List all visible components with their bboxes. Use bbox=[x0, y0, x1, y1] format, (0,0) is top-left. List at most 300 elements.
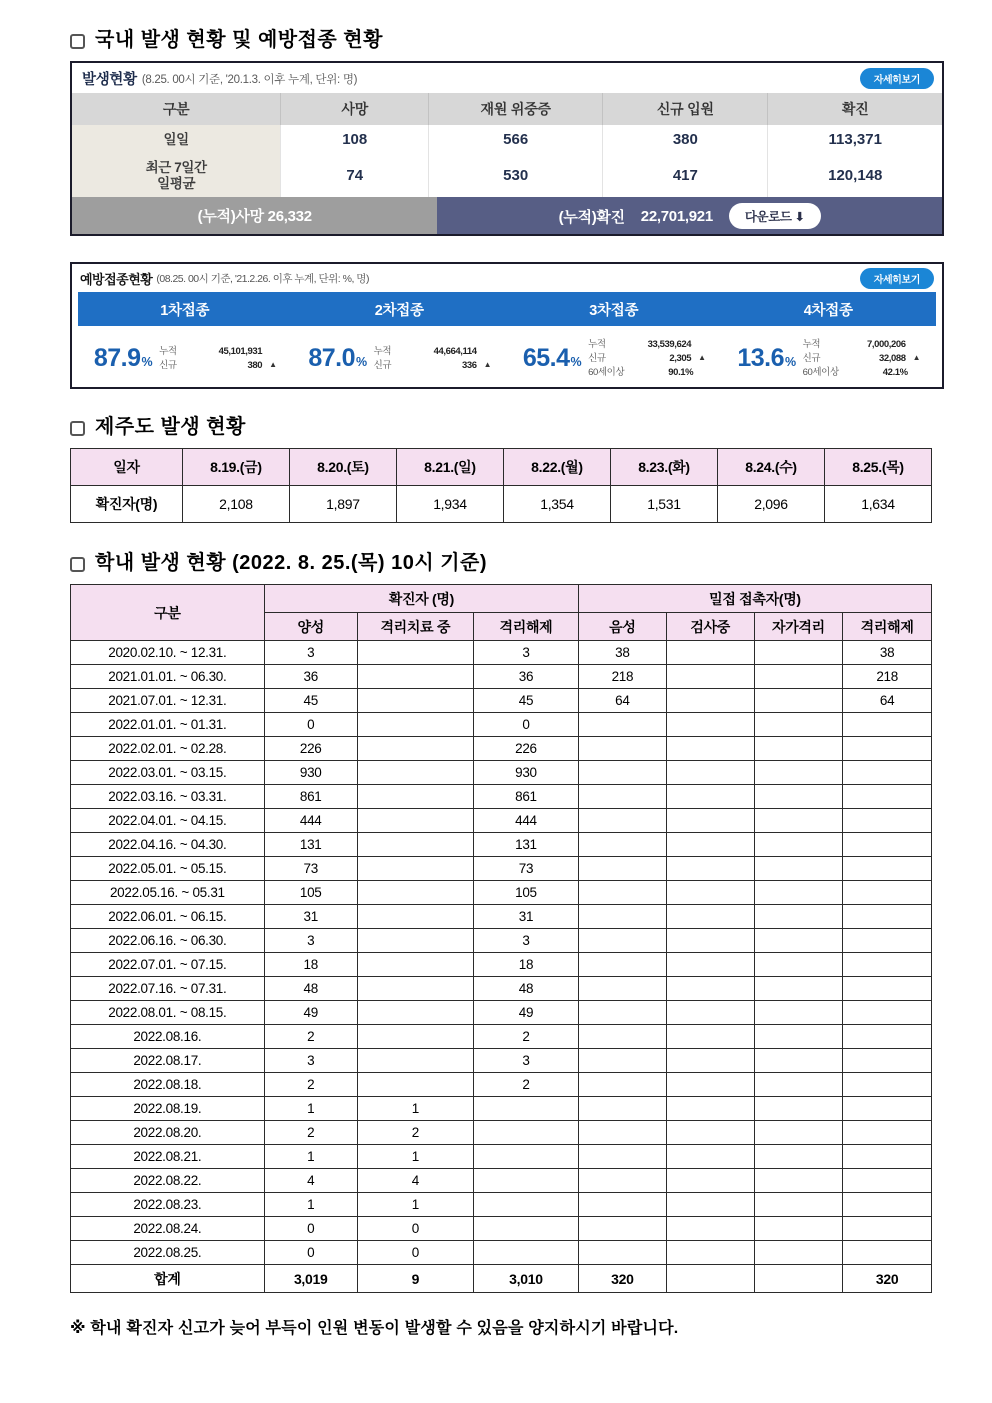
dose-1-cumulative-label: 누적 bbox=[159, 345, 177, 357]
jeju-header-row bbox=[71, 449, 932, 486]
dose-3-percent-wrap bbox=[523, 346, 581, 371]
cell-negative bbox=[578, 1169, 666, 1193]
spacer bbox=[269, 345, 271, 359]
cell-self-isolation bbox=[754, 953, 843, 977]
cell-self-isolation bbox=[754, 1217, 843, 1241]
dose-3-new-label: 신규 bbox=[588, 352, 606, 364]
dose-2-cumulative-label: 누적 bbox=[373, 345, 392, 357]
occurrence-weekly-critical: 530 bbox=[429, 154, 603, 197]
row-period: 2022.07.16. ~ 07.31. bbox=[71, 977, 265, 1001]
cell-isolation bbox=[357, 665, 473, 689]
cell-self-isolation bbox=[754, 1169, 843, 1193]
cell-self-isolation bbox=[754, 1001, 843, 1025]
row-period: 2022.08.21. bbox=[71, 1145, 265, 1169]
occurrence-col-new-admission: 신규 입원 bbox=[603, 93, 768, 125]
cell-testing bbox=[666, 689, 754, 713]
cell-negative: 218 bbox=[578, 665, 666, 689]
school-col-positive: 양성 bbox=[264, 613, 357, 641]
checkbox-icon bbox=[70, 421, 85, 436]
row-period: 2022.05.01. ~ 05.15. bbox=[71, 857, 265, 881]
cell-testing bbox=[666, 761, 754, 785]
cell-contact-released bbox=[843, 881, 932, 905]
cell-negative: 38 bbox=[578, 641, 666, 665]
cell-released: 18 bbox=[473, 953, 578, 977]
cell-testing bbox=[666, 977, 754, 1001]
cell-testing bbox=[666, 1025, 754, 1049]
table-row bbox=[71, 1217, 932, 1241]
cell-testing bbox=[666, 1097, 754, 1121]
cell-negative bbox=[578, 809, 666, 833]
cell-isolation bbox=[357, 785, 473, 809]
vaccination-dose-tabs bbox=[78, 292, 936, 326]
row-period: 2022.08.20. bbox=[71, 1121, 265, 1145]
cell-self-isolation bbox=[754, 1241, 843, 1265]
dose-1-new-value: 380 bbox=[247, 359, 263, 371]
section-title-domestic: 국내 발생 현황 및 예방접종 현황 bbox=[95, 29, 383, 51]
cell-testing bbox=[666, 833, 754, 857]
table-row bbox=[71, 713, 932, 737]
occurrence-banner bbox=[70, 61, 944, 236]
cumulative-death-value: 26,332 bbox=[267, 208, 312, 226]
cell-self-isolation bbox=[754, 977, 843, 1001]
table-row bbox=[71, 809, 932, 833]
cell-self-isolation bbox=[754, 785, 843, 809]
cell-negative bbox=[578, 953, 666, 977]
cell-positive: 3 bbox=[264, 929, 357, 953]
cell-testing bbox=[666, 641, 754, 665]
cell-contact-released bbox=[843, 857, 932, 881]
cell-self-isolation bbox=[754, 833, 843, 857]
increase-arrow-icon: ▲ bbox=[269, 359, 277, 369]
dose-tab-4[interactable]: 4차접종 bbox=[722, 292, 937, 326]
occurrence-weekly-confirmed: 120,148 bbox=[768, 154, 942, 197]
row-period: 2022.08.23. bbox=[71, 1193, 265, 1217]
cell-released: 226 bbox=[473, 737, 578, 761]
cell-isolation bbox=[357, 713, 473, 737]
cell-testing bbox=[666, 857, 754, 881]
cell-released bbox=[473, 1121, 578, 1145]
cell-self-isolation bbox=[754, 1097, 843, 1121]
cell-released: 49 bbox=[473, 1001, 578, 1025]
cell-released: 45 bbox=[473, 689, 578, 713]
cell-negative bbox=[578, 1145, 666, 1169]
table-row bbox=[71, 1145, 932, 1169]
jeju-date-3: 8.22.(월) bbox=[503, 449, 610, 486]
cell-self-isolation bbox=[754, 1025, 843, 1049]
cell-testing bbox=[666, 929, 754, 953]
table-row bbox=[71, 1241, 932, 1265]
cell-contact-released bbox=[843, 809, 932, 833]
table-row bbox=[71, 1169, 932, 1193]
checkbox-icon bbox=[70, 34, 85, 49]
cell-released: 31 bbox=[473, 905, 578, 929]
cell-contact-released bbox=[843, 761, 932, 785]
cell-self-isolation bbox=[754, 713, 843, 737]
cell-released: 131 bbox=[473, 833, 578, 857]
row-period: 2022.04.01. ~ 04.15. bbox=[71, 809, 265, 833]
cell-contact-released bbox=[843, 905, 932, 929]
total-released: 3,010 bbox=[473, 1265, 578, 1293]
school-col-negative: 음성 bbox=[578, 613, 666, 641]
dose-2-percent: 87.0 bbox=[308, 344, 355, 373]
cell-self-isolation bbox=[754, 641, 843, 665]
cell-isolation bbox=[357, 833, 473, 857]
row-period: 2022.05.16. ~ 05.31 bbox=[71, 881, 265, 905]
table-row bbox=[71, 737, 932, 761]
cell-self-isolation bbox=[754, 665, 843, 689]
school-col-testing: 검사중 bbox=[666, 613, 754, 641]
cell-self-isolation bbox=[754, 689, 843, 713]
cumulative-death bbox=[72, 197, 437, 234]
cell-contact-released bbox=[843, 977, 932, 1001]
total-self-isolation bbox=[754, 1265, 843, 1293]
cell-isolation bbox=[357, 929, 473, 953]
spacer bbox=[698, 338, 700, 352]
table-row bbox=[71, 486, 932, 523]
download-button[interactable]: 다운로드 ⬇ bbox=[729, 203, 821, 229]
occurrence-detail-button[interactable]: 자세히보기 bbox=[860, 68, 934, 89]
cell-self-isolation bbox=[754, 857, 843, 881]
jeju-count-1: 1,897 bbox=[289, 486, 396, 523]
cell-self-isolation bbox=[754, 1049, 843, 1073]
section-title-school: 학내 발생 현황 (2022. 8. 25.(목) 10시 기준) bbox=[95, 552, 488, 575]
dose-1-percent-wrap bbox=[94, 346, 152, 371]
cell-contact-released bbox=[843, 1217, 932, 1241]
cell-testing bbox=[666, 1217, 754, 1241]
school-table-body bbox=[71, 641, 932, 1293]
dose-1-percent: 87.9 bbox=[93, 344, 141, 373]
dose-4-unit: % bbox=[785, 355, 796, 370]
occurrence-daily-admission: 380 bbox=[603, 125, 768, 154]
cell-contact-released bbox=[843, 1073, 932, 1097]
cell-testing bbox=[666, 713, 754, 737]
cell-testing bbox=[666, 953, 754, 977]
table-row bbox=[71, 977, 932, 1001]
table-row bbox=[71, 785, 932, 809]
cell-testing bbox=[666, 1145, 754, 1169]
footer-note: ※ 학내 확진자 신고가 늦어 부득이 인원 변동이 발생할 수 있음을 양지하시기 바랍니다. bbox=[70, 1320, 679, 1338]
row-period: 2022.08.22. bbox=[71, 1169, 265, 1193]
cell-released: 2 bbox=[473, 1073, 578, 1097]
total-negative: 320 bbox=[578, 1265, 666, 1293]
occurrence-subtitle: (8.25. 00시 기준, '20.1.3. 이후 누계, 단위: 명) bbox=[141, 73, 358, 86]
school-col-released: 격리해제 bbox=[473, 613, 578, 641]
cell-negative bbox=[578, 737, 666, 761]
row-period: 2021.01.01. ~ 06.30. bbox=[71, 665, 265, 689]
table-row bbox=[71, 1193, 932, 1217]
occurrence-weekly-death: 74 bbox=[281, 154, 429, 197]
row-period: 2022.08.19. bbox=[71, 1097, 265, 1121]
table-row bbox=[71, 881, 932, 905]
dose-2-detail bbox=[374, 345, 492, 373]
table-row bbox=[71, 641, 932, 665]
jeju-date-0: 8.19.(금) bbox=[182, 449, 289, 486]
cumulative-confirmed-value: 22,701,921 bbox=[640, 207, 713, 225]
row-period: 2022.04.16. ~ 04.30. bbox=[71, 833, 265, 857]
row-period: 2022.07.01. ~ 07.15. bbox=[71, 953, 265, 977]
jeju-date-1: 8.20.(토) bbox=[289, 449, 396, 486]
cell-negative: 64 bbox=[578, 689, 666, 713]
cell-released: 3 bbox=[473, 641, 578, 665]
dose-4-new-label: 신규 bbox=[802, 352, 821, 364]
cell-contact-released bbox=[843, 1241, 932, 1265]
section-title-jeju: 제주도 발생 현황 bbox=[95, 416, 246, 439]
cell-isolation bbox=[357, 761, 473, 785]
cell-released: 930 bbox=[473, 761, 578, 785]
occurrence-row-label-daily: 일일 bbox=[72, 125, 281, 154]
cell-isolation bbox=[357, 1049, 473, 1073]
increase-arrow-icon: ▲ bbox=[698, 352, 706, 362]
cell-released: 3 bbox=[473, 929, 578, 953]
cell-contact-released bbox=[843, 1001, 932, 1025]
cell-positive: 1 bbox=[264, 1193, 357, 1217]
cell-contact-released bbox=[843, 785, 932, 809]
jeju-date-5: 8.24.(수) bbox=[718, 449, 825, 486]
cell-negative bbox=[578, 1001, 666, 1025]
row-period: 2022.02.01. ~ 02.28. bbox=[71, 737, 265, 761]
cell-contact-released bbox=[843, 1169, 932, 1193]
table-row bbox=[71, 929, 932, 953]
school-col-self-isolation: 자가격리 bbox=[754, 613, 843, 641]
cell-negative bbox=[578, 785, 666, 809]
cell-isolation: 2 bbox=[357, 1121, 473, 1145]
cell-negative bbox=[578, 977, 666, 1001]
occurrence-row-label-weekly: 최근 7일간 일평균 bbox=[72, 154, 281, 197]
increase-arrow-icon: ▲ bbox=[912, 352, 921, 362]
cell-positive: 45 bbox=[264, 689, 357, 713]
dose-stat-4 bbox=[722, 338, 937, 379]
cell-contact-released bbox=[843, 1097, 932, 1121]
dose-3-elderly-value: 90.1% bbox=[668, 366, 694, 378]
dose-1-new-label: 신규 bbox=[159, 359, 177, 371]
school-header-row-1 bbox=[71, 585, 932, 613]
dose-4-cumulative-value: 7,000,206 bbox=[866, 339, 906, 351]
cell-isolation: 1 bbox=[357, 1145, 473, 1169]
dose-4-percent: 13.6 bbox=[737, 344, 784, 373]
table-row bbox=[71, 1073, 932, 1097]
cell-negative bbox=[578, 1025, 666, 1049]
cell-positive: 444 bbox=[264, 809, 357, 833]
occurrence-title: 발생현황 bbox=[82, 72, 137, 88]
cell-testing bbox=[666, 785, 754, 809]
cell-isolation: 0 bbox=[357, 1217, 473, 1241]
row-period: 2022.08.17. bbox=[71, 1049, 265, 1073]
cell-isolation: 4 bbox=[357, 1169, 473, 1193]
school-group-contact: 밀접 접촉자(명) bbox=[578, 585, 931, 613]
section-heading-domestic bbox=[70, 28, 940, 52]
dose-3-cumulative-value: 33,539,624 bbox=[647, 339, 692, 351]
cell-negative bbox=[578, 857, 666, 881]
cell-released bbox=[473, 1241, 578, 1265]
cell-released: 105 bbox=[473, 881, 578, 905]
cell-testing bbox=[666, 665, 754, 689]
jeju-count-4: 1,531 bbox=[610, 486, 717, 523]
cell-self-isolation bbox=[754, 881, 843, 905]
cell-contact-released bbox=[843, 929, 932, 953]
cell-released: 36 bbox=[473, 665, 578, 689]
cell-isolation bbox=[357, 1001, 473, 1025]
dose-1-detail bbox=[159, 345, 277, 373]
occurrence-daily-confirmed: 113,371 bbox=[768, 125, 942, 154]
table-row bbox=[71, 905, 932, 929]
vaccination-subtitle: (08.25. 00시 기준, '21.2.26. 이후 누계, 단위: %, 명) bbox=[156, 273, 369, 286]
spacer bbox=[913, 338, 915, 352]
table-row bbox=[72, 125, 942, 154]
cell-negative bbox=[578, 929, 666, 953]
occurrence-col-confirmed: 확진 bbox=[768, 93, 942, 125]
jeju-count-2: 1,934 bbox=[396, 486, 503, 523]
table-row bbox=[71, 761, 932, 785]
cell-contact-released: 218 bbox=[843, 665, 932, 689]
jeju-count-0: 2,108 bbox=[182, 486, 289, 523]
dose-stat-2 bbox=[293, 338, 508, 379]
occurrence-weekly-admission: 417 bbox=[603, 154, 768, 197]
cell-self-isolation bbox=[754, 737, 843, 761]
cell-positive: 4 bbox=[264, 1169, 357, 1193]
cell-isolation bbox=[357, 857, 473, 881]
total-isolation: 9 bbox=[357, 1265, 473, 1293]
increase-arrow-icon: ▲ bbox=[483, 359, 492, 369]
spacer bbox=[700, 366, 702, 380]
dose-4-elderly-label: 60세이상 bbox=[802, 366, 839, 378]
table-row bbox=[71, 665, 932, 689]
spacer bbox=[484, 345, 486, 359]
dose-2-cumulative-value: 44,664,114 bbox=[433, 345, 477, 357]
cell-isolation: 1 bbox=[357, 1097, 473, 1121]
dose-4-detail bbox=[803, 338, 921, 379]
cell-isolation bbox=[357, 977, 473, 1001]
cumulative-confirmed bbox=[437, 197, 942, 234]
row-period: 2022.01.01. ~ 01.31. bbox=[71, 713, 265, 737]
cell-isolation bbox=[357, 881, 473, 905]
table-row bbox=[71, 1121, 932, 1145]
cell-negative bbox=[578, 761, 666, 785]
cell-positive: 0 bbox=[264, 1241, 357, 1265]
occurrence-table bbox=[72, 93, 942, 197]
school-col-division: 구분 bbox=[71, 585, 265, 641]
cell-released bbox=[473, 1217, 578, 1241]
total-testing bbox=[666, 1265, 754, 1293]
jeju-row-label: 확진자(명) bbox=[71, 486, 183, 523]
cell-self-isolation bbox=[754, 905, 843, 929]
dose-2-new-value: 336 bbox=[461, 359, 477, 371]
vaccination-title: 예방접종현황 bbox=[80, 272, 153, 288]
vaccination-detail-button[interactable]: 자세히보기 bbox=[860, 268, 934, 289]
cell-isolation: 0 bbox=[357, 1241, 473, 1265]
cumulative-confirmed-label: (누적)확진 bbox=[558, 208, 625, 226]
cell-positive: 2 bbox=[264, 1121, 357, 1145]
cell-positive: 2 bbox=[264, 1073, 357, 1097]
cell-isolation bbox=[357, 1073, 473, 1097]
cell-isolation bbox=[357, 1025, 473, 1049]
jeju-count-6: 1,634 bbox=[825, 486, 932, 523]
cell-contact-released bbox=[843, 713, 932, 737]
cell-released: 3 bbox=[473, 1049, 578, 1073]
school-col-contact-released: 격리해제 bbox=[843, 613, 932, 641]
cell-negative bbox=[578, 1073, 666, 1097]
jeju-col-date: 일자 bbox=[71, 449, 183, 486]
dose-1-cumulative-value: 45,101,931 bbox=[218, 345, 263, 357]
cell-testing bbox=[666, 1001, 754, 1025]
cell-released bbox=[473, 1145, 578, 1169]
cell-positive: 3 bbox=[264, 1049, 357, 1073]
cell-negative bbox=[578, 881, 666, 905]
occurrence-banner-header bbox=[72, 63, 942, 93]
cumulative-death-label: (누적)사망 bbox=[197, 208, 264, 226]
cell-isolation bbox=[357, 953, 473, 977]
cell-positive: 0 bbox=[264, 1217, 357, 1241]
cell-released: 861 bbox=[473, 785, 578, 809]
row-period: 2020.02.10. ~ 12.31. bbox=[71, 641, 265, 665]
dose-3-elderly-label: 60세이상 bbox=[588, 366, 625, 378]
cell-negative bbox=[578, 1049, 666, 1073]
cell-testing bbox=[666, 1121, 754, 1145]
jeju-date-4: 8.23.(화) bbox=[610, 449, 717, 486]
cell-contact-released bbox=[843, 1121, 932, 1145]
cell-testing bbox=[666, 809, 754, 833]
cell-negative bbox=[578, 1121, 666, 1145]
checkbox-icon bbox=[70, 557, 85, 572]
cell-positive: 1 bbox=[264, 1145, 357, 1169]
row-period: 2022.08.18. bbox=[71, 1073, 265, 1097]
cell-testing bbox=[666, 905, 754, 929]
vaccination-banner-header bbox=[72, 264, 942, 292]
cell-released bbox=[473, 1097, 578, 1121]
dose-4-new-value: 32,088 bbox=[878, 352, 906, 364]
dose-2-unit: % bbox=[356, 355, 367, 370]
dose-tab-1[interactable]: 1차접종 bbox=[78, 292, 293, 326]
cell-positive: 3 bbox=[264, 641, 357, 665]
dose-2-new-label: 신규 bbox=[373, 359, 392, 371]
row-period: 2022.06.01. ~ 06.15. bbox=[71, 905, 265, 929]
cell-positive: 861 bbox=[264, 785, 357, 809]
cell-contact-released bbox=[843, 1049, 932, 1073]
dose-stat-3 bbox=[507, 338, 722, 379]
dose-tab-3[interactable]: 3차접종 bbox=[507, 292, 722, 326]
cell-testing bbox=[666, 881, 754, 905]
dose-4-cumulative-label: 누적 bbox=[802, 339, 821, 351]
occurrence-daily-death: 108 bbox=[281, 125, 429, 154]
section-heading-school bbox=[70, 551, 940, 575]
school-col-in-isolation: 격리치료 중 bbox=[357, 613, 473, 641]
cell-self-isolation bbox=[754, 1193, 843, 1217]
jeju-date-2: 8.21.(일) bbox=[396, 449, 503, 486]
table-row bbox=[71, 1025, 932, 1049]
table-row bbox=[72, 154, 942, 197]
dose-3-new-value: 2,305 bbox=[669, 352, 692, 364]
cell-isolation bbox=[357, 641, 473, 665]
row-period: 2022.03.01. ~ 03.15. bbox=[71, 761, 265, 785]
cell-contact-released bbox=[843, 1145, 932, 1169]
cell-positive: 48 bbox=[264, 977, 357, 1001]
row-period: 2022.03.16. ~ 03.31. bbox=[71, 785, 265, 809]
occurrence-col-division: 구분 bbox=[72, 93, 281, 125]
cell-released: 2 bbox=[473, 1025, 578, 1049]
dose-tab-2[interactable]: 2차접종 bbox=[293, 292, 508, 326]
dose-3-detail bbox=[588, 338, 706, 379]
cell-contact-released bbox=[843, 833, 932, 857]
table-row bbox=[71, 1097, 932, 1121]
cell-contact-released bbox=[843, 1193, 932, 1217]
jeju-count-3: 1,354 bbox=[503, 486, 610, 523]
cell-contact-released bbox=[843, 953, 932, 977]
cell-released: 444 bbox=[473, 809, 578, 833]
school-group-confirmed: 확진자 (명) bbox=[264, 585, 578, 613]
jeju-date-6: 8.25.(목) bbox=[825, 449, 932, 486]
total-contact-released: 320 bbox=[843, 1265, 932, 1293]
occurrence-header-row bbox=[72, 93, 942, 125]
dose-stat-1 bbox=[78, 338, 293, 379]
